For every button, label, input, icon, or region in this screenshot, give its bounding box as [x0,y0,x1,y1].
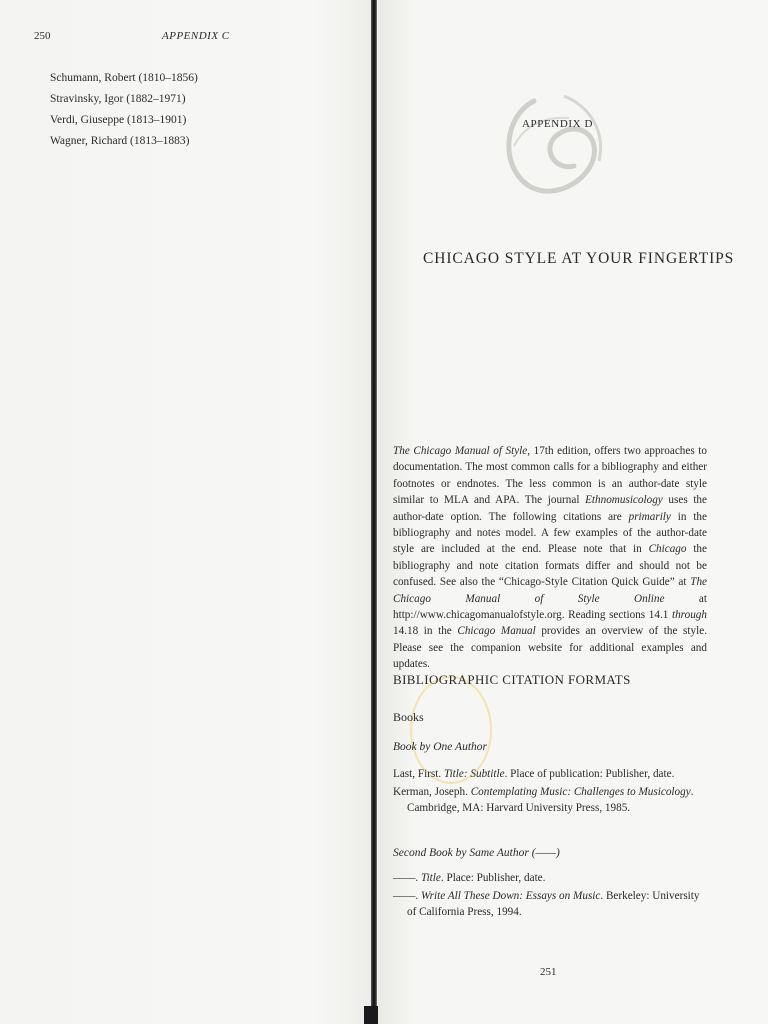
intro-chicago-manual: Chicago Manual [457,625,536,638]
intro-text: uses the author-date option. The following citations are [393,494,707,523]
intro-text: the bibliography and note citation formats differ and should not be confused. See also the “Chicago-Style Citation Quick Guide” at [393,543,707,589]
citation-template [393,870,709,886]
citation-title: Write All These Down: Essays on Music [420,890,601,902]
list-item: Verdi, Giuseppe (1813–1901) [50,114,187,126]
right-page-number: 251 [540,966,557,978]
citation-example [393,888,709,920]
chapter-title: CHICAGO STYLE AT YOUR FINGERTIPS [423,250,735,267]
citation-title: Contemplating Music: Challenges to Musicology [470,786,691,798]
intro-online-title: The Chicago Manual of Style Online [393,576,707,605]
list-item: Stravinsky, Igor (1882–1971) [50,93,186,105]
intro-text: provides an overview of the style. Please see the companion website for additional examples and updates. [393,625,707,671]
intro-emphasis: primarily [628,510,671,523]
composer-list [50,68,198,152]
intro-text: in the bibliography and notes model. A few examples of the author-date style are included at the end. Please note that in [393,510,707,556]
intro-paragraph [393,443,707,673]
intro-text: 14.18 in the [393,625,458,638]
citation-author: ——. [393,872,421,884]
citation-author: ——. [393,890,421,902]
citation-publication: . Berkeley: University of California Press, 1994. [407,890,700,918]
intro-text: , 17th edition, offers two approaches to documentation. The most common calls for a bibliography and either footnotes or endnotes. The less common is an author-date style similar to MLA and APA. The journal [393,445,707,507]
intro-through: through [671,609,707,622]
citation-title: Title: Subtitle [443,768,505,780]
section-heading: BIBLIOGRAPHIC CITATION FORMATS [393,672,631,687]
citation-example [393,784,709,816]
intro-text: at http://www.chicagomanualofstyle.org. Reading sections 14.1 [393,592,708,622]
subheading-books: Books [393,710,424,724]
citation-publication: . Cambridge, MA: Harvard University Press, 1985. [407,786,694,814]
left-running-head: APPENDIX C [162,30,230,42]
gutter-shadow [364,1006,378,1024]
citation-template [393,766,709,782]
citation-publication: . Place: Publisher, date. [440,872,546,884]
subheading-one-author: Book by One Author [393,741,488,753]
citation-author: Last, First. [393,768,444,780]
subheading-same-author: Second Book by Same Author (——) [393,847,560,859]
intro-journal: Ethnomusicology [585,494,663,507]
left-page [0,0,372,1024]
intro-manual-title: The Chicago Manual of Style [393,445,528,457]
list-item: Schumann, Robert (1810–1856) [50,72,198,84]
appendix-label: APPENDIX D [522,118,594,130]
decorative-letter-ornament [494,86,624,206]
citation-title: Title [420,872,441,884]
list-item: Wagner, Richard (1813–1883) [50,135,190,147]
left-page-number: 250 [34,30,51,42]
citation-publication: . Place of publication: Publisher, date. [504,768,675,780]
citation-author: Kerman, Joseph. [393,786,471,798]
book-gutter [371,0,377,1024]
intro-chicago: Chicago [648,543,687,556]
